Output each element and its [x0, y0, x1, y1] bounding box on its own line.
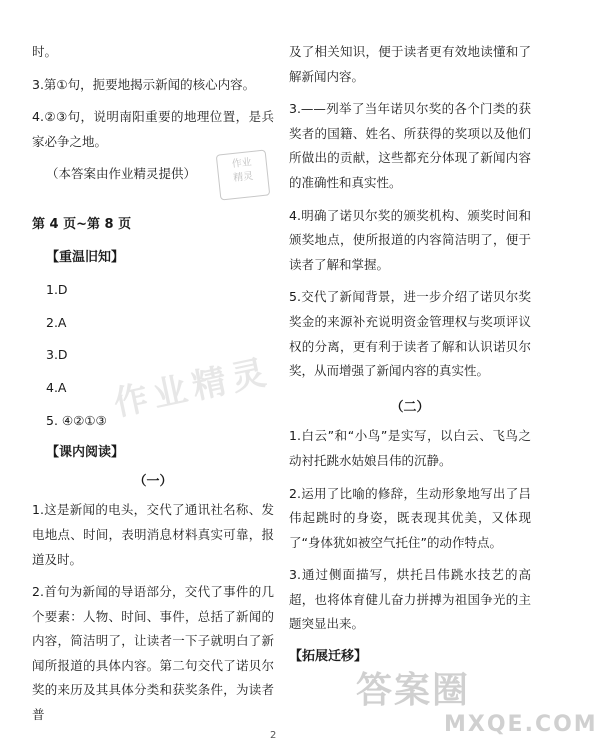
mc-answer-5: 5. ④②①③ [46, 412, 107, 428]
section-extension-heading: 【拓展迁移】 [289, 649, 368, 665]
stamp-logo [216, 150, 271, 201]
reading-answer-4: 4.明确了诺贝尔奖的颁奖机构、颁奖时间和颁奖地点，使所报道的内容简洁明了，便于读者了解和掌握。 [289, 207, 531, 272]
watermark-logo: 答案圈 [356, 670, 471, 711]
part-2-title: （二） [390, 399, 430, 415]
mc-answer-3: 3.D [46, 347, 68, 363]
mc-answer-2: 2.A [46, 314, 67, 330]
watermark-url: MXQE.COM [444, 712, 598, 737]
part2-answer-2: 2.运用了比喻的修辞，生动形象地写出了吕伟起跳时的身姿，既表现其优美，又体现了“身体犹如被空气托住”的动作特点。 [289, 485, 531, 550]
section-reading-heading: 【课内阅读】 [46, 445, 125, 461]
reading-answer-5: 5.交代了新闻背景，进一步介绍了诺贝尔奖奖金的来源补充说明资金管理权与奖项评议权的分离，更有利于读者了解和认识诺贝尔奖，从而增强了新闻内容的真实性。 [289, 289, 531, 379]
page-range-heading: 第 4 页~第 8 页 [32, 216, 132, 232]
mc-answer-4: 4.A [46, 379, 67, 395]
stamp-line-1: 作业 [231, 157, 253, 171]
source-note: （本答案由作业精灵提供） [46, 166, 197, 182]
answer-item-4: 4.②③句，说明南阳重要的地理位置，是兵家必争之地。 [32, 109, 274, 149]
section-review-heading: 【重温旧知】 [46, 249, 125, 265]
part-1-title: （一） [133, 473, 173, 489]
answer-item-3: 3.第①句，扼要地揭示新闻的核心内容。 [32, 76, 256, 92]
part2-answer-3: 3.通过侧面描写，烘托吕伟跳水技艺的高超，也将体育健儿奋力拼搏为祖国争光的主题突显出来。 [289, 567, 531, 632]
reading-answer-2: 2.首句为新闻的导语部分，交代了事件的几个要素：人物、时间、事件，总括了新闻的内容，简洁明了，让读者一下子就明白了新闻所报道的具体内容。第二句交代了诺贝尔奖的来历及其具体分类和获奖条件，为读者普 [32, 584, 274, 723]
watermark-text: 作业精灵 [110, 351, 276, 425]
reading-answer-1: 1.这是新闻的电头，交代了通讯社名称、发电地点、时间，表明消息材料真实可靠，报道及时。 [32, 502, 274, 567]
left-continuation: 时。 [32, 44, 58, 59]
page-number: 2 [270, 730, 277, 741]
mc-answer-1: 1.D [46, 282, 68, 298]
reading-answer-2-continued: 及了相关知识，便于读者更有效地读懂和了解新闻内容。 [289, 44, 531, 84]
stamp-line-2: 精灵 [232, 170, 254, 185]
part2-answer-1: 1.白云”和“小鸟”是实写，以白云、飞鸟之动衬托跳水姑娘吕伟的沉静。 [289, 428, 531, 468]
right-column [289, 40, 531, 670]
reading-answer-3: 3.——列举了当年诺贝尔奖的各个门类的获奖者的国籍、姓名、所获得的奖项以及他们所做出的贡献，这些都充分体现了新闻内容的准确性和真实性。 [289, 101, 531, 190]
